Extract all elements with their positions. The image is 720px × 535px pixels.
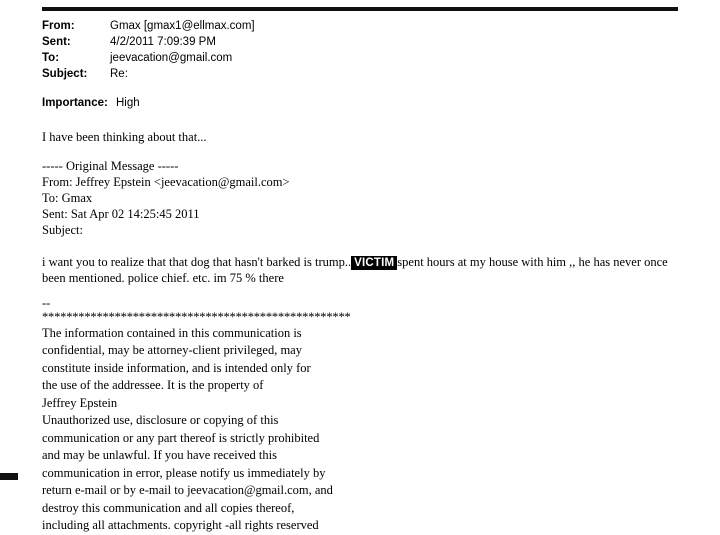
header-row-to <box>42 52 255 68</box>
header-row-from <box>42 20 255 36</box>
header-value-from: Gmax [gmax1@ellmax.com] <box>110 20 255 32</box>
message-body <box>42 254 674 287</box>
header-value-sent: 4/2/2011 7:09:39 PM <box>110 36 216 48</box>
importance-block <box>42 97 682 109</box>
reply-line: I have been thinking about that... <box>42 130 207 144</box>
header-label-from: From: <box>42 20 75 32</box>
stars-divider: *************************************************** <box>42 309 351 324</box>
original-header-from: From: Jeffrey Epstein <jeevacation@gmail.com> <box>42 174 290 189</box>
disclaimer-line: The information contained in this communication is <box>42 325 302 340</box>
disclaimer-line: including all attachments. copyright -all rights reserved <box>42 518 319 533</box>
disclaimer-block <box>42 325 372 535</box>
original-header-sent: Sent: Sat Apr 02 14:25:45 2011 <box>42 207 200 221</box>
original-message-separator: ----- Original Message ----- <box>42 158 179 173</box>
disclaimer-line: return e-mail or by e-mail to jeevacation@gmail.com, and <box>42 483 333 498</box>
original-header-to: To: Gmax <box>42 190 93 205</box>
header-label-subject: Subject: <box>42 68 88 80</box>
disclaimer-line: destroy this communication and all copies thereof, <box>42 500 295 515</box>
disclaimer-line: Unauthorized use, disclosure or copying of this <box>42 413 279 428</box>
header-value-subject: Re: <box>110 68 128 80</box>
disclaimer-line: communication in error, please notify us immediately by <box>42 465 326 480</box>
header-label-to: To: <box>42 52 60 64</box>
header-value-to: jeevacation@gmail.com <box>110 52 233 64</box>
email-header-table <box>42 20 255 84</box>
header-label-sent: Sent: <box>42 36 71 48</box>
email-content <box>42 20 682 535</box>
bottom-black-mark <box>0 473 18 480</box>
disclaimer-line: and may be unlawful. If you have received this <box>42 448 277 463</box>
importance-label: Importance: <box>42 97 108 109</box>
disclaimer-line: communication or any part thereof is strictly prohibited <box>42 430 320 445</box>
disclaimer-line: confidential, may be attorney-client privileged, may <box>42 343 302 358</box>
disclaimer-line: the use of the addressee. It is the property of <box>42 378 264 393</box>
redaction-box-victim: VICTIM <box>351 256 397 270</box>
signature-dashes: -- <box>42 296 51 311</box>
disclaimer-line: Jeffrey Epstein <box>42 395 118 410</box>
top-black-rule <box>42 7 678 11</box>
disclaimer-line: constitute inside information, and is intended only for <box>42 360 311 375</box>
message-text-after-redaction: spent hours at my house with him ,, he has never once been mentioned. police chief. etc. im 75 % there <box>42 254 668 286</box>
importance-value: High <box>116 97 140 109</box>
header-row-subject <box>42 68 255 84</box>
original-header-subject: Subject: <box>42 223 83 238</box>
header-row-sent <box>42 36 255 52</box>
message-text-before-redaction: i want you to realize that that dog that hasn't barked is trump.. <box>42 254 352 269</box>
